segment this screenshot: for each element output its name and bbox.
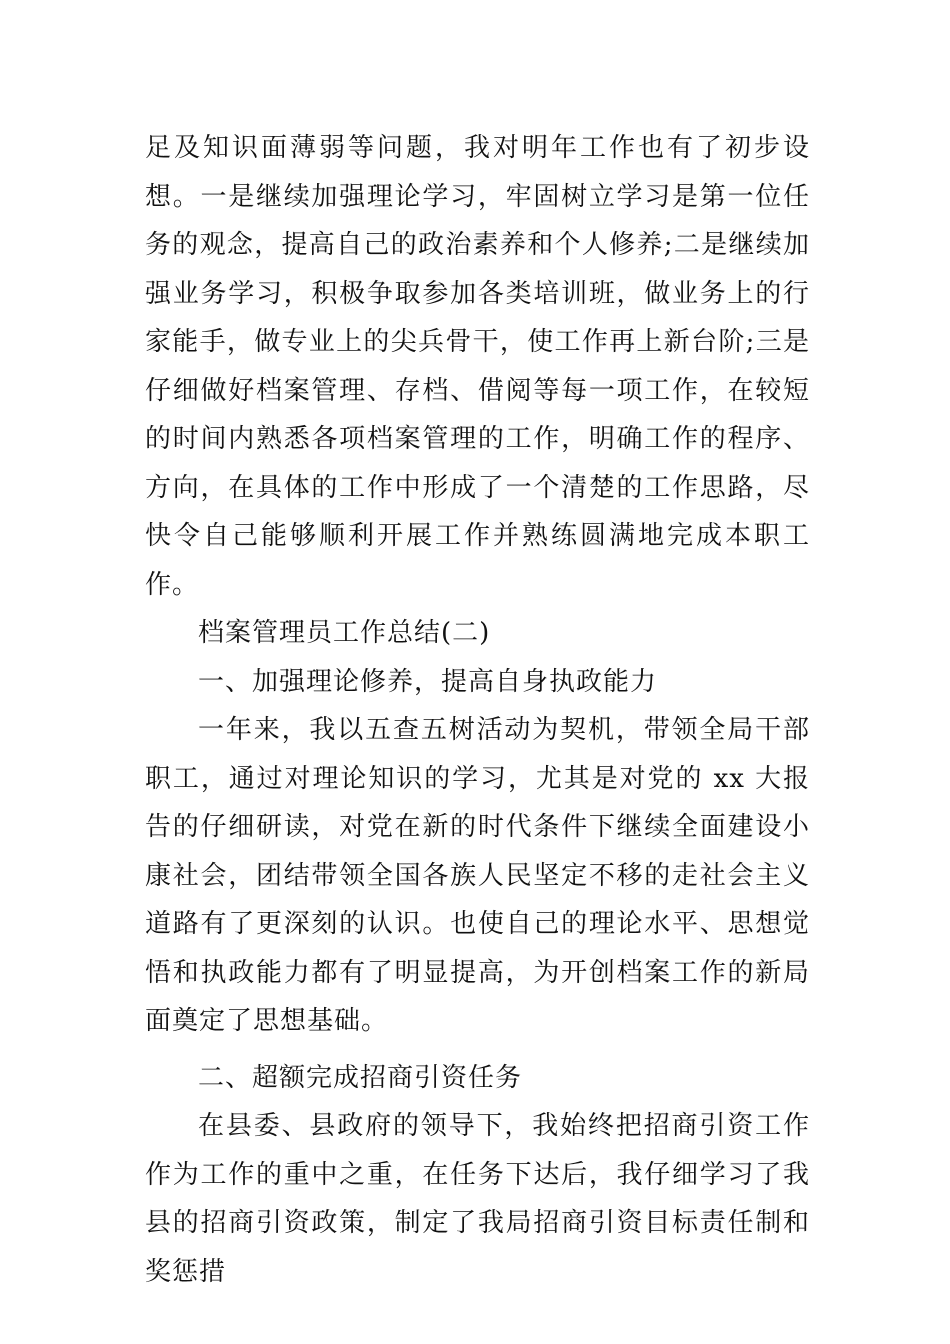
document-body xyxy=(145,124,810,1296)
paragraph-work-plan: 足及知识面薄弱等问题，我对明年工作也有了初步设想。一是继续加强理论学习，牢固树立学习是第一位任务的观念，提高自己的政治素养和个人修养;二是继续加强业务学习，积极争取参加各类培训班，做业务上的行家能手，做专业上的尖兵骨干，使工作再上新台阶;三是仔细做好档案管理、存档、借阅等每一项工作，在较短的时间内熟悉各项档案管理的工作，明确工作的程序、方向，在具体的工作中形成了一个清楚的工作思路，尽快令自己能够顺利开展工作并熟练圆满地完成本职工作。 xyxy=(145,133,810,600)
section-title-summary-two: 档案管理员工作总结(二) xyxy=(198,618,491,648)
paragraph-theory-study: 一年来，我以五查五树活动为契机，带领全局干部职工，通过对理论知识的学习，尤其是对党的 xx 大报告的仔细研读，对党在新的时代条件下继续全面建设小康社会，团结带领全国各族人民坚定不移的走社会主义道路有了更深刻的认识。也使自己的理论水平、思想觉悟和执政能力都有了明显提高，为开创档案工作的新局面奠定了思想基础。 xyxy=(145,715,810,1036)
paragraph-investment-work: 在县委、县政府的领导下，我始终把招商引资工作作为工作的重中之重，在任务下达后，我仔细学习了我县的招商引资政策，制定了我局招商引资目标责任制和奖惩措 xyxy=(145,1111,810,1287)
heading-theory-cultivation: 一、加强理论修养，提高自身执政能力 xyxy=(198,666,658,697)
heading-investment-task: 二、超额完成招商引资任务 xyxy=(198,1062,523,1093)
